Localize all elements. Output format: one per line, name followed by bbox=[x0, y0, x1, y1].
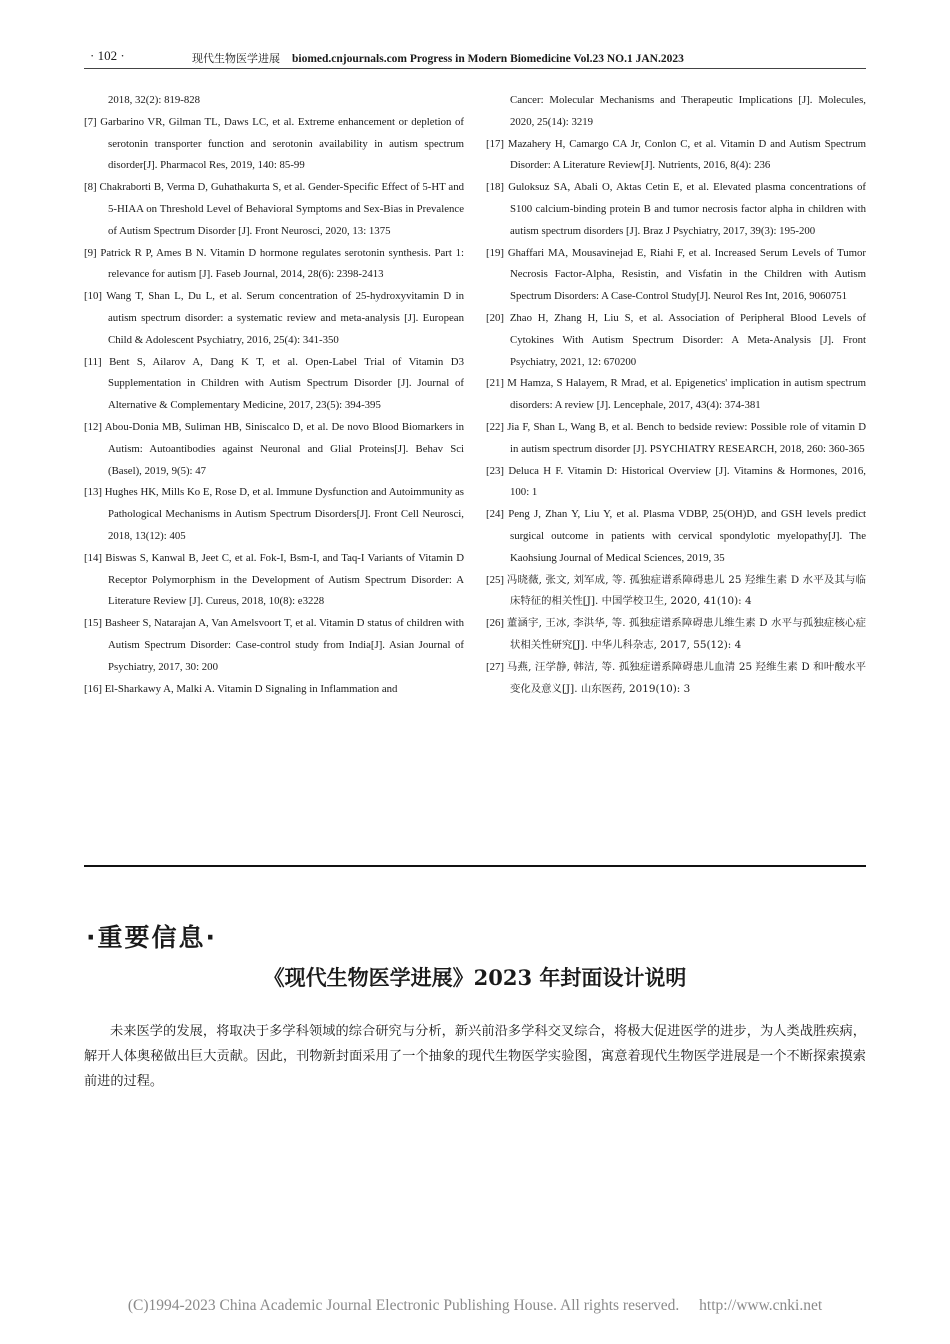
reference-text: El-Sharkawy A, Malki A. Vitamin D Signaling in Inflammation and bbox=[104, 682, 398, 695]
reference-text: 马燕, 汪学静, 韩洁, 等. 孤独症谱系障碍患儿血清 25 羟维生素 D 和叶酸水平变化及意义[J]. 山东医药, 2019(10): 3 bbox=[506, 660, 867, 695]
reference-item bbox=[486, 134, 866, 178]
reference-text: Jia F, Shan L, Wang B, et al. Bench to bedside review: Possible role of vitamin D in autism spectrum disorder [J]. PSYCHIATRY RESEARCH, 2018, 260: 360-365 bbox=[507, 420, 867, 455]
reference-text: Guloksuz SA, Abali O, Aktas Cetin E, et al. Elevated plasma concentrations of S100 calcium-binding protein B and tumor necrosis factor alpha in children with autism spectrum disorders [J]. Braz J Psychiatry, 2017, 39(3): 195-200 bbox=[508, 181, 866, 237]
reference-text: Biswas S, Kanwal B, Jeet C, et al. Fok-I, Bsm-I, and Taq-I Variants of Vitamin D Receptor Polymorphism in the Development of Autism Spectrum Disorder: A Literature Review [J]. Cureus, 2018, 10(8): e3228 bbox=[105, 551, 464, 608]
reference-text: 冯晓薇, 张文, 刘军成, 等. 孤独症谱系障碍患儿 25 羟维生素 D 水平及其与临床特征的相关性[J]. 中国学校卫生, 2020, 41(10): 4 bbox=[506, 573, 867, 608]
reference-number: [15] bbox=[84, 617, 102, 630]
reference-number: [16] bbox=[84, 682, 102, 695]
reference-text: Hughes HK, Mills Ko E, Rose D, et al. Immune Dysfunction and Autoimmunity as Pathological Mechanisms in Autism Spectrum Disorders[J]. Front Cell Neurosci, 2018, 13(12): 405 bbox=[104, 486, 465, 542]
notice-label: ·重要信息· bbox=[86, 923, 217, 952]
reference-text: Mazahery H, Camargo CA Jr, Conlon C, et al. Vitamin D and Autism Spectrum Disorder: A Literature Review[J]. Nutrients, 2016, 8(4): 236 bbox=[507, 137, 866, 172]
notice-title: 《现代生物医学进展》2023 年封面设计说明 bbox=[263, 965, 687, 990]
section-divider bbox=[84, 865, 866, 867]
reference-item bbox=[486, 177, 866, 242]
reference-number: [11] bbox=[84, 355, 102, 368]
reference-item bbox=[486, 308, 866, 373]
reference-item bbox=[84, 243, 464, 287]
reference-number: [10] bbox=[84, 290, 102, 303]
reference-item bbox=[84, 613, 464, 678]
reference-number: [23] bbox=[486, 464, 504, 477]
reference-text: Wang T, Shan L, Du L, et al. Serum concentration of 25-hydroxyvitamin D in autism spectrum disorder: a systematic review and meta-analysis [J]. European Child & Adolescent Psychiatry, 2016, 25(4): 341-350 bbox=[106, 290, 464, 346]
reference-text: Patrick R P, Ames B N. Vitamin D hormone regulates serotonin synthesis. Part 1: relevance for autism [J]. Faseb Journal, 2014, 28(6): 2398-2413 bbox=[100, 246, 465, 281]
reference-text: Zhao H, Zhang H, Liu S, et al. Association of Peripheral Blood Levels of Cytokines With Autism Spectrum Disorder: A Meta-Analysis [J]. Front Psychiatry, 2021, 12: 670200 bbox=[509, 311, 866, 368]
reference-item bbox=[486, 504, 866, 569]
reference-item bbox=[84, 286, 464, 351]
journal-info-en: biomed.cnjournals.com Progress in Modern Biomedicine Vol.23 NO.1 JAN.2023 bbox=[292, 53, 684, 65]
reference-text: Chakraborti B, Verma D, Guhathakurta S, et al. Gender-Specific Effect of 5-HT and 5-HIAA on Threshold Level of Behavioral Symptoms and Sex-Bias in Prevalence of Autism Spectrum Disorder [J]. Front Neurosci, 2020, 13: 1375 bbox=[99, 181, 464, 237]
reference-number: [21] bbox=[486, 377, 504, 390]
cnki-link[interactable]: http://www.cnki.net bbox=[699, 1297, 823, 1314]
reference-number: [25] bbox=[486, 573, 504, 586]
reference-number: [19] bbox=[486, 246, 504, 259]
reference-number: [27] bbox=[486, 660, 504, 673]
reference-text: M Hamza, S Halayem, R Mrad, et al. Epigenetics' implication in autism spectrum disorders: A review [J]. Lencephale, 2017, 43(4): 374-381 bbox=[507, 377, 866, 412]
reference-number: [20] bbox=[486, 311, 504, 324]
reference-text: Garbarino VR, Gilman TL, Daws LC, et al. Extreme enhancement or depletion of serotonin transporter function and serotonin availability in autism spectrum disorder[J]. Pharmacol Res, 2019, 140: 85-99 bbox=[100, 115, 465, 172]
reference-text: 董涵宇, 王冰, 李洪华, 等. 孤独症谱系障碍患儿维生素 D 水平与孤独症核心症状相关性研究[J]. 中华儿科杂志, 2017, 55(12): 4 bbox=[506, 617, 866, 651]
page-number: · 102 · bbox=[90, 48, 125, 63]
reference-number: [9] bbox=[84, 246, 97, 259]
reference-item bbox=[84, 417, 464, 482]
reference-number: [18] bbox=[486, 181, 504, 194]
reference-item bbox=[84, 548, 464, 613]
reference-item bbox=[84, 112, 464, 177]
reference-text: 2018, 32(2): 819-828 bbox=[108, 94, 201, 106]
copyright-text: (C)1994-2023 China Academic Journal Electronic Publishing House. All rights reserved. bbox=[127, 1297, 680, 1314]
reference-number: [24] bbox=[486, 508, 504, 521]
reference-item bbox=[84, 482, 464, 547]
reference-number: [12] bbox=[84, 420, 102, 433]
reference-item bbox=[84, 177, 464, 242]
reference-text: Cancer: Molecular Mechanisms and Therapeutic Implications [J]. Molecules, 2020, 25(14): 3219 bbox=[510, 94, 866, 128]
reference-text: Bent S, Ailarov A, Dang K T, et al. Open-Label Trial of Vitamin D3 Supplementation in Children with Autism Spectrum Disorder [J]. Journal of Alternative & Complementary Medicine, 2017, 23(5): 394-395 bbox=[108, 355, 464, 412]
reference-number: [26] bbox=[486, 617, 504, 630]
reference-item bbox=[486, 570, 866, 614]
reference-number: [8] bbox=[84, 181, 97, 194]
journal-running-title bbox=[192, 50, 684, 66]
journal-name-cn: 现代生物医学进展 bbox=[192, 52, 280, 65]
notice-body: 未来医学的发展，将取决于多学科领域的综合研究与分析，新兴前沿多学科交叉综合，将极大促进医学的进步，为人类战胜疾病，解开人体奥秘做出巨大贡献。因此，刊物新封面采用了一个抽象的现代生物医学实验图，寓意着现代生物医学进展是一个不断探索摸索前进的过程。 bbox=[84, 1024, 866, 1089]
reference-item bbox=[84, 90, 464, 112]
reference-number: [7] bbox=[84, 115, 97, 128]
reference-text: Abou-Donia MB, Suliman HB, Siniscalco D, et al. De novo Blood Biomarkers in Autism: Autoantibodies against Neuronal and Glial Proteins[J]. Behav Sci (Basel), 2019, 9(5): 47 bbox=[104, 420, 464, 477]
reference-number: [14] bbox=[84, 551, 102, 564]
reference-item bbox=[84, 679, 464, 701]
reference-item bbox=[486, 657, 866, 701]
references-right-column bbox=[486, 90, 866, 700]
reference-number: [22] bbox=[486, 420, 504, 433]
references-left-column bbox=[84, 90, 464, 700]
reference-item bbox=[486, 90, 866, 134]
reference-item bbox=[486, 373, 866, 417]
reference-item bbox=[486, 461, 866, 505]
reference-text: Peng J, Zhan Y, Liu Y, et al. Plasma VDBP, 25(OH)D, and GSH levels predict surgical outcome in patients with cervical spondylotic myelopathy[J]. The Kaohsiung Journal of Medical Sciences, 2019, 35 bbox=[508, 508, 867, 564]
reference-number: [13] bbox=[84, 486, 102, 499]
reference-text: Deluca H F. Vitamin D: Historical Overview [J]. Vitamins & Hormones, 2016, 100: 1 bbox=[508, 464, 866, 499]
reference-text: Ghaffari MA, Mousavinejad E, Riahi F, et al. Increased Serum Levels of Tumor Necrosis Factor-Alpha, Resistin, and Visfatin in the Children with Autism Spectrum Disorders: A Case-Control Study[J]. Neurol Res Int, 2016, 9060751 bbox=[507, 246, 867, 303]
reference-text: Basheer S, Natarajan A, Van Amelsvoort T, et al. Vitamin D status of children with Autism Spectrum Disorder: Case-control study from India[J]. Asian Journal of Psychiatry, 2017, 30: 200 bbox=[104, 617, 464, 673]
reference-item bbox=[486, 243, 866, 308]
reference-item bbox=[486, 613, 866, 657]
copyright-footer bbox=[0, 1297, 950, 1315]
reference-item bbox=[84, 352, 464, 417]
reference-item bbox=[486, 417, 866, 461]
reference-number: [17] bbox=[486, 137, 504, 150]
running-header bbox=[84, 48, 866, 69]
